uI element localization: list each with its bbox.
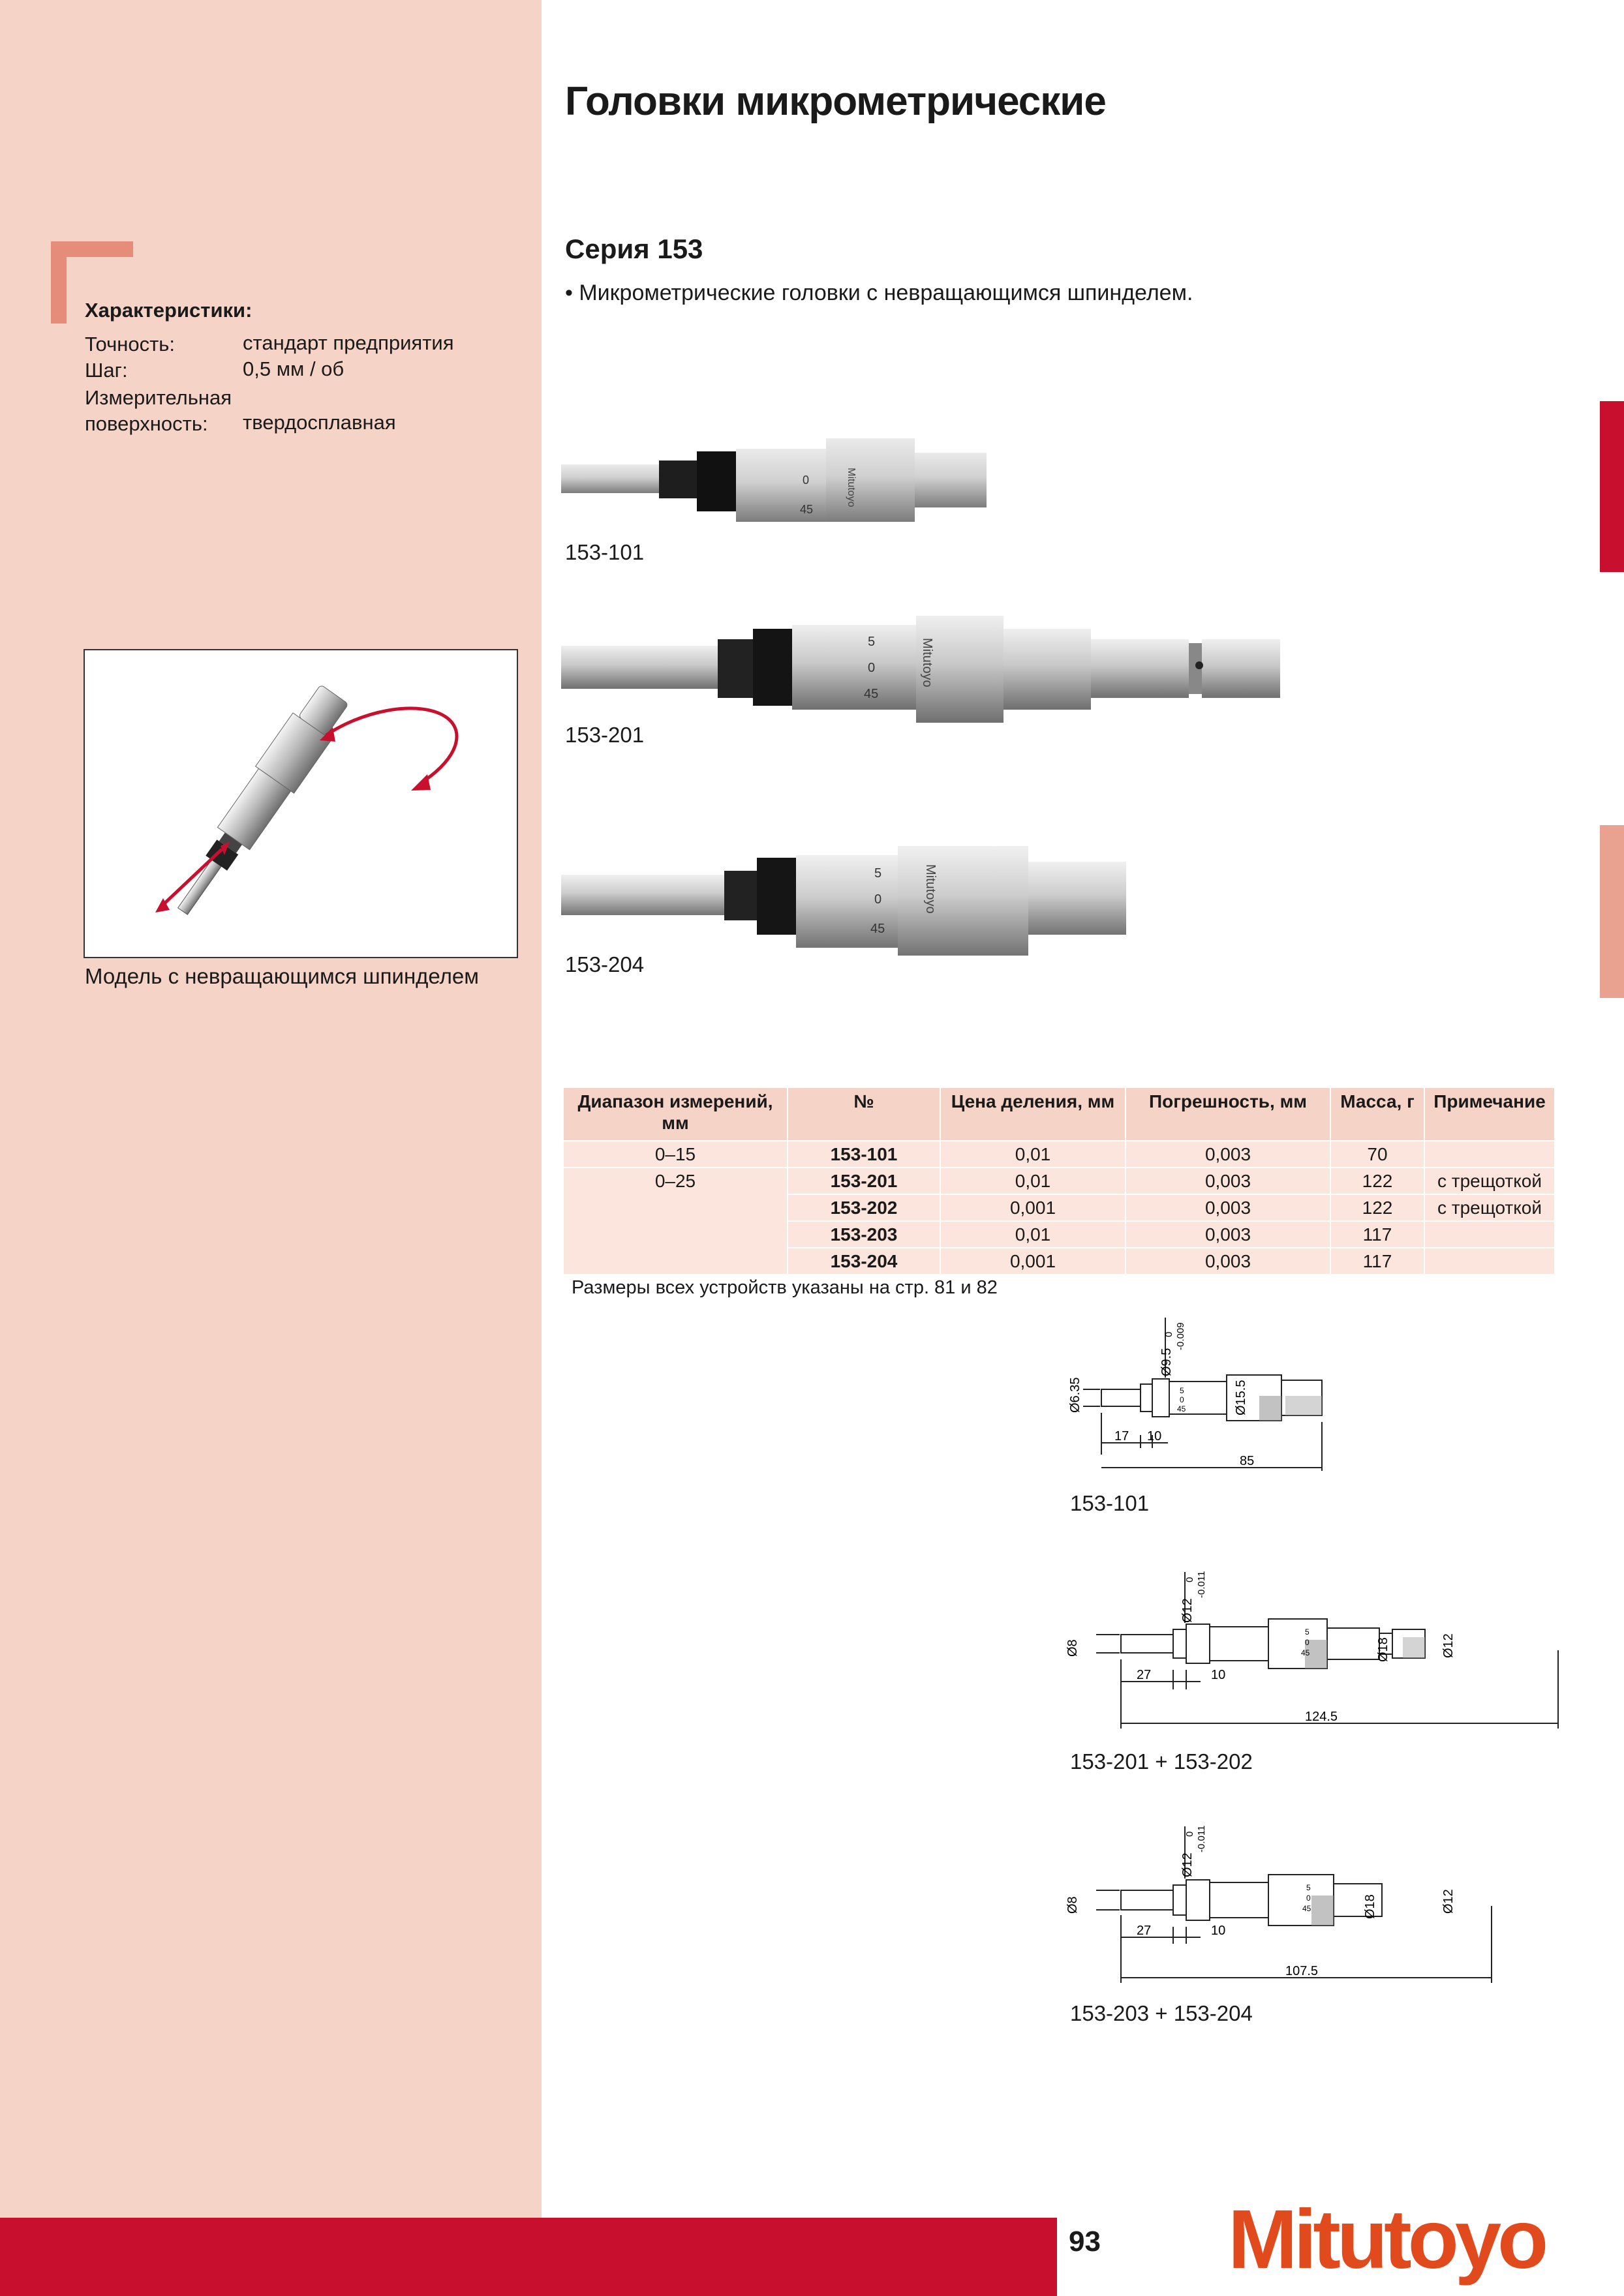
cell-error: 0,003 <box>1126 1248 1330 1274</box>
cell-division: 0,01 <box>940 1141 1126 1168</box>
cell-division: 0,001 <box>940 1194 1126 1221</box>
column-header-mass: Масса, г <box>1330 1088 1424 1141</box>
drawing-mark: 45 <box>1177 1404 1186 1413</box>
cell-error: 0,003 <box>1126 1168 1330 1194</box>
photo-label: 153-101 <box>565 540 645 564</box>
dimension-label: Ø12 <box>1441 1633 1456 1658</box>
cell-mass: 117 <box>1330 1221 1424 1248</box>
page-title: Головки микрометрические <box>565 79 1106 124</box>
section-tab <box>1600 825 1624 998</box>
dimension-label: 85 <box>1240 1454 1255 1468</box>
column-header-range: Диапазон измерений, мм <box>564 1088 788 1141</box>
photo-mark: 5 <box>868 635 876 649</box>
drawing-mark: 5 <box>1306 1883 1311 1892</box>
table-row <box>564 1141 1555 1168</box>
photo-label: 153-204 <box>565 952 645 976</box>
dimension-label: Ø18 <box>1363 1894 1377 1919</box>
photo-brand: Mitutoyo <box>920 638 934 687</box>
product-photo-153-101 <box>561 438 1096 530</box>
cell-mass: 117 <box>1330 1248 1424 1274</box>
column-header-division: Цена деления, мм <box>940 1088 1126 1141</box>
photo-brand: Mitutoyo <box>846 468 857 507</box>
cell-model: 153-204 <box>788 1248 940 1274</box>
drawing-mark: 5 <box>1305 1627 1310 1637</box>
photo-mark: 45 <box>870 922 885 936</box>
tolerance-label: -0.009 <box>1175 1322 1186 1350</box>
cell-model: 153-201 <box>788 1168 940 1194</box>
dimension-label: Ø12 <box>1180 1598 1195 1623</box>
spec-value: стандарт предприятия <box>243 331 454 354</box>
table-row <box>564 1168 1555 1194</box>
cell-mass: 122 <box>1330 1168 1424 1194</box>
dimension-label: 10 <box>1147 1429 1162 1443</box>
photo-brand: Mitutoyo <box>923 864 938 914</box>
cell-model: 153-202 <box>788 1194 940 1221</box>
dimension-label: 107.5 <box>1285 1964 1319 1978</box>
drawing-mark: 5 <box>1180 1386 1184 1395</box>
cell-division: 0,01 <box>940 1168 1126 1194</box>
cell-note <box>1424 1248 1555 1274</box>
cell-error: 0,003 <box>1126 1141 1330 1168</box>
photo-mark: 45 <box>864 687 879 701</box>
section-tab-active <box>1600 401 1624 572</box>
cell-model: 153-101 <box>788 1141 940 1168</box>
dimension-label: Ø6.35 <box>1068 1377 1082 1413</box>
product-photo-153-204 <box>561 838 1227 959</box>
tolerance-label: -0.011 <box>1196 1825 1207 1852</box>
dimension-label: Ø9.5 <box>1159 1348 1174 1376</box>
dimension-label: 27 <box>1137 1668 1152 1682</box>
cell-error: 0,003 <box>1126 1221 1330 1248</box>
drawing-label: 153-201 + 153-202 <box>1070 1749 1253 1774</box>
cell-division: 0,01 <box>940 1221 1126 1248</box>
drawing-label: 153-101 <box>1070 1491 1150 1515</box>
photo-mark: 0 <box>803 474 810 487</box>
cell-range: 0–25 <box>564 1168 788 1274</box>
mitutoyo-logo: Mitutoyo <box>1228 2193 1545 2286</box>
spec-label: Точность: <box>85 333 176 355</box>
drawing-mark: 0 <box>1306 1894 1311 1903</box>
footer-bar <box>0 2218 1057 2296</box>
column-header-number: № <box>788 1088 940 1141</box>
drawing-mark: 0 <box>1305 1638 1310 1647</box>
dimension-label: Ø8 <box>1065 1896 1080 1914</box>
dimension-label: 10 <box>1211 1924 1226 1938</box>
dimension-label: Ø18 <box>1376 1637 1390 1662</box>
tolerance-label: -0.011 <box>1196 1571 1207 1598</box>
cell-mass: 122 <box>1330 1194 1424 1221</box>
dimension-drawing-153-203-204 <box>1064 1807 1520 1989</box>
drawing-mark: 0 <box>1180 1395 1184 1404</box>
cell-range: 0–15 <box>564 1141 788 1168</box>
spec-value: твердосплавная <box>243 411 396 434</box>
specs-heading: Характеристики: <box>85 299 253 322</box>
illustration-caption: Модель с невращающимся шпинделем <box>85 964 479 988</box>
photo-mark: 0 <box>868 661 876 675</box>
cell-note <box>1424 1221 1555 1248</box>
photo-mark: 45 <box>800 503 814 516</box>
cell-note: с трещоткой <box>1424 1168 1555 1194</box>
product-photo-153-201 <box>561 600 1318 731</box>
photo-mark: 5 <box>874 866 882 881</box>
cell-division: 0,001 <box>940 1248 1126 1274</box>
specification-table <box>564 1088 1555 1274</box>
page-number: 93 <box>1069 2226 1101 2258</box>
series-title: Серия 153 <box>565 234 703 264</box>
series-description: • Микрометрические головки с невращающимся шпинделем. <box>565 280 1193 305</box>
drawing-mark: 45 <box>1301 1648 1310 1657</box>
photo-mark: 0 <box>874 892 882 907</box>
non-rotating-spindle-illustration <box>84 649 518 958</box>
dimension-label: 10 <box>1211 1668 1226 1682</box>
table-header-row <box>564 1088 1555 1141</box>
micrometer-illustration-graphic <box>85 650 517 957</box>
photo-label: 153-201 <box>565 723 645 747</box>
cell-mass: 70 <box>1330 1141 1424 1168</box>
dimension-label: Ø8 <box>1065 1639 1080 1657</box>
drawing-mark: 45 <box>1302 1904 1311 1913</box>
dimension-label: Ø15.5 <box>1234 1380 1248 1415</box>
spec-value: 0,5 мм / об <box>243 357 345 380</box>
dimension-label: 17 <box>1114 1429 1129 1443</box>
tolerance-label: 0 <box>1184 1831 1195 1837</box>
dimension-label: Ø12 <box>1441 1889 1456 1914</box>
dimension-drawing-153-101 <box>1064 1298 1435 1474</box>
tolerance-label: 0 <box>1163 1331 1174 1337</box>
cell-note <box>1424 1141 1555 1168</box>
spec-label: поверхность: <box>85 412 208 435</box>
cell-error: 0,003 <box>1126 1194 1330 1221</box>
column-header-error: Погрешность, мм <box>1126 1088 1330 1141</box>
column-header-note: Примечание <box>1424 1088 1555 1141</box>
table-footnote: Размеры всех устройств указаны на стр. 81 и 82 <box>572 1277 998 1298</box>
dimension-label: 124.5 <box>1305 1710 1338 1724</box>
dimension-label: Ø12 <box>1180 1852 1195 1877</box>
cell-model: 153-203 <box>788 1221 940 1248</box>
dimension-label: 27 <box>1137 1924 1152 1938</box>
tolerance-label: 0 <box>1184 1577 1195 1582</box>
spec-label: Шаг: <box>85 359 128 382</box>
spec-label: Измерительная <box>85 386 232 409</box>
dimension-drawing-153-201-202 <box>1064 1552 1586 1735</box>
cell-note: с трещоткой <box>1424 1194 1555 1221</box>
drawing-label: 153-203 + 153-204 <box>1070 2001 1253 2025</box>
